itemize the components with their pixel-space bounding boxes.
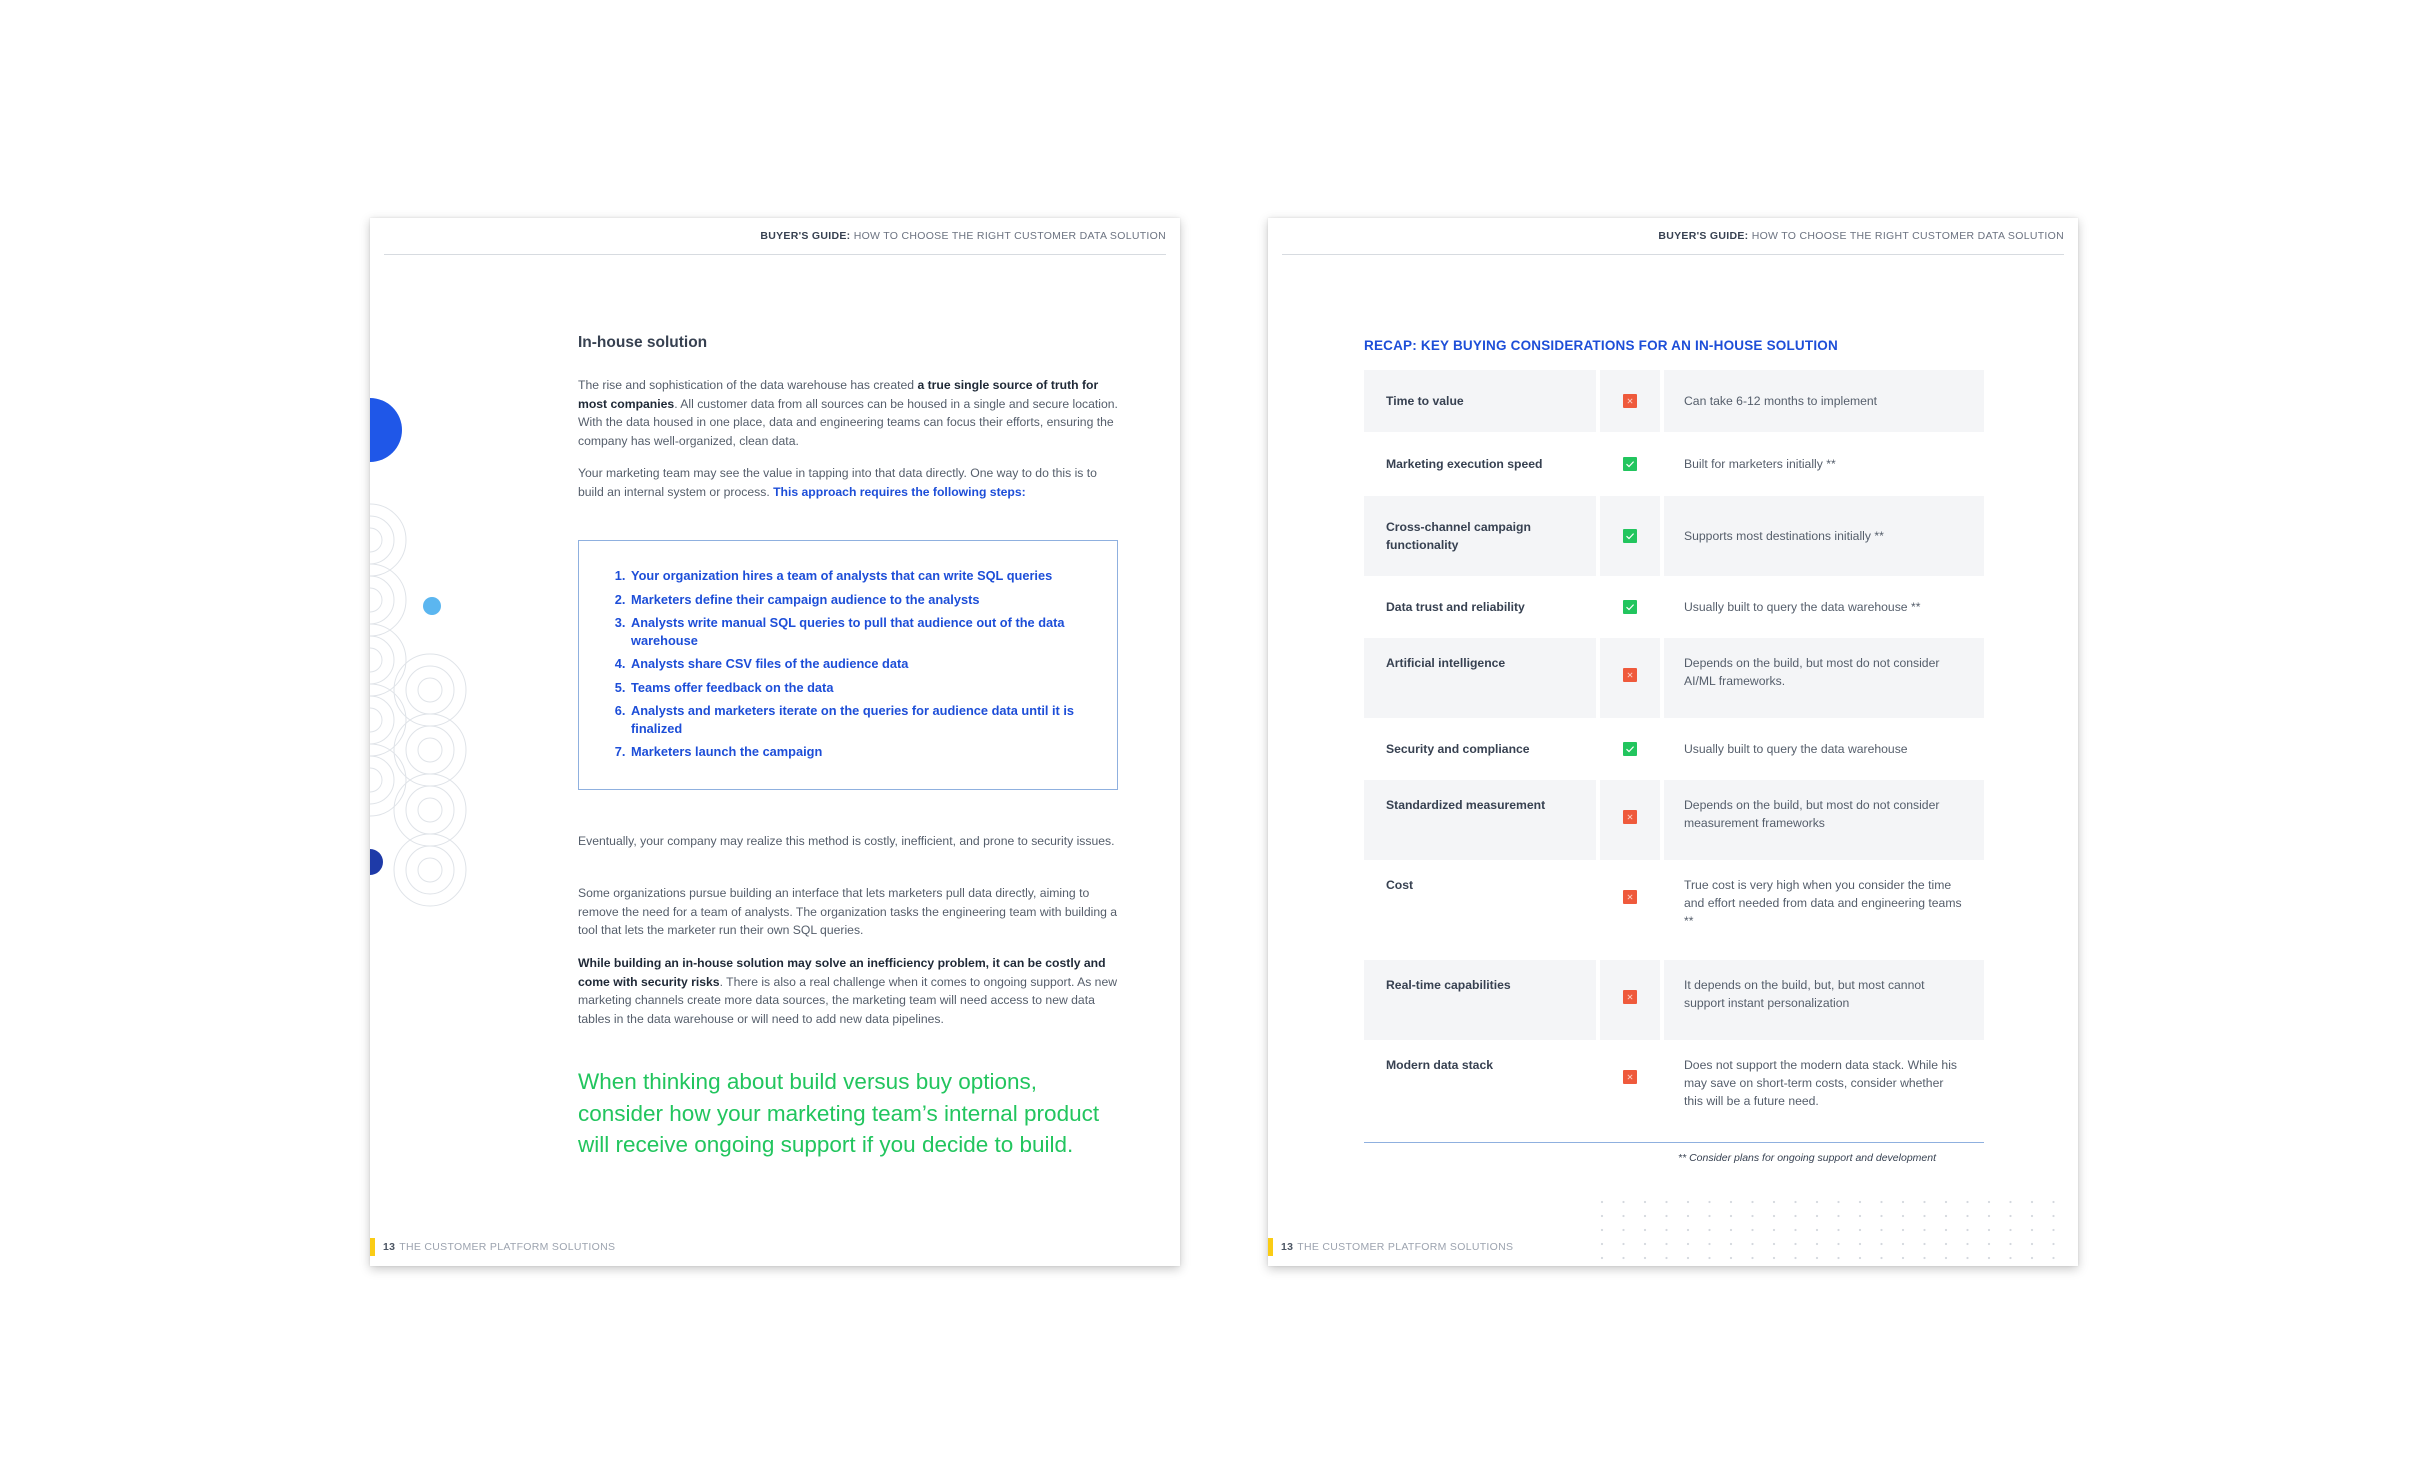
header-text: HOW TO CHOOSE THE RIGHT CUSTOMER DATA SOLUTION bbox=[853, 230, 1166, 242]
page-left bbox=[370, 218, 1180, 1266]
grid-dot bbox=[1773, 1243, 1775, 1245]
grid-dot bbox=[1794, 1257, 1796, 1259]
grid-dot bbox=[1601, 1201, 1603, 1203]
header-text: HOW TO CHOOSE THE RIGHT CUSTOMER DATA SOLUTION bbox=[1751, 230, 2064, 242]
grid-dot bbox=[1945, 1215, 1947, 1217]
grid-dot bbox=[1622, 1215, 1624, 1217]
row-label: Security and compliance bbox=[1386, 742, 1530, 756]
grid-dot bbox=[2009, 1243, 2011, 1245]
status-cell bbox=[1600, 496, 1660, 576]
grid-dot bbox=[2031, 1257, 2033, 1259]
row-label: Modern data stack bbox=[1386, 1058, 1494, 1072]
grid-dot bbox=[1966, 1215, 1968, 1217]
grid-dot bbox=[1730, 1229, 1732, 1231]
grid-dot bbox=[1816, 1201, 1818, 1203]
table-bottom-rule bbox=[1364, 1142, 1984, 1143]
light-blue-dot bbox=[423, 597, 441, 615]
row-label: Real-time capabilities bbox=[1386, 978, 1511, 992]
grid-dot bbox=[1945, 1201, 1947, 1203]
row-description: Usually built to query the data warehouse bbox=[1684, 742, 1908, 756]
grid-dot bbox=[1708, 1201, 1710, 1203]
footer-label: THE CUSTOMER PLATFORM SOLUTIONS bbox=[399, 1241, 616, 1253]
grid-dot bbox=[2052, 1215, 2054, 1217]
table-row bbox=[1364, 496, 1984, 576]
grid-dot bbox=[1837, 1257, 1839, 1259]
highlight-text: This approach requires the following steps: bbox=[773, 484, 1026, 499]
grid-dot bbox=[1880, 1229, 1882, 1231]
grid-dot bbox=[1644, 1257, 1646, 1259]
grid-dot bbox=[1923, 1201, 1925, 1203]
cross-icon bbox=[1623, 810, 1637, 824]
row-description: Built for marketers initially ** bbox=[1684, 457, 1836, 471]
grid-dot bbox=[1751, 1201, 1753, 1203]
row-label: Marketing execution speed bbox=[1386, 457, 1543, 471]
cross-icon bbox=[1623, 1070, 1637, 1084]
grid-dot bbox=[1687, 1229, 1689, 1231]
row-label: Cost bbox=[1386, 878, 1414, 892]
grid-dot bbox=[1988, 1243, 1990, 1245]
grid-dot bbox=[1730, 1201, 1732, 1203]
grid-dot bbox=[1708, 1229, 1710, 1231]
grid-dot bbox=[1837, 1243, 1839, 1245]
paragraph-risks bbox=[578, 954, 1126, 1028]
grid-dot bbox=[1988, 1215, 1990, 1217]
table-row bbox=[1364, 576, 1984, 638]
grid-dot bbox=[1837, 1201, 1839, 1203]
grid-dot bbox=[1945, 1243, 1947, 1245]
header-divider bbox=[384, 254, 1166, 255]
grid-dot bbox=[1773, 1229, 1775, 1231]
grid-dot bbox=[1708, 1257, 1710, 1259]
grid-dot bbox=[2031, 1201, 2033, 1203]
check-icon bbox=[1623, 457, 1637, 471]
text: The rise and sophistication of the data warehouse has created bbox=[578, 378, 918, 392]
header-divider bbox=[1282, 254, 2064, 255]
grid-dot bbox=[1687, 1257, 1689, 1259]
grid-dot bbox=[1945, 1257, 1947, 1259]
grid-dot bbox=[1601, 1215, 1603, 1217]
grid-dot bbox=[1708, 1215, 1710, 1217]
status-cell bbox=[1600, 960, 1660, 1040]
table-row bbox=[1364, 638, 1984, 718]
page-footer bbox=[1268, 1238, 1513, 1256]
grid-dot bbox=[1902, 1229, 1904, 1231]
grid-dot bbox=[1923, 1229, 1925, 1231]
grid-dot bbox=[1730, 1215, 1732, 1217]
grid-dot bbox=[1773, 1215, 1775, 1217]
blue-half-circle bbox=[370, 398, 402, 462]
table-row bbox=[1364, 960, 1984, 1040]
footer-accent-bar bbox=[370, 1238, 375, 1256]
grid-dot bbox=[1644, 1243, 1646, 1245]
row-description: Depends on the build, but most do not consider AI/ML frameworks. bbox=[1684, 656, 1940, 688]
grid-dot bbox=[1794, 1215, 1796, 1217]
grid-dot bbox=[1622, 1243, 1624, 1245]
grid-dot bbox=[1794, 1243, 1796, 1245]
row-label: Artificial intelligence bbox=[1386, 656, 1506, 670]
grid-dot bbox=[1923, 1257, 1925, 1259]
step-item: 6. Analysts and marketers iterate on the queries for audience data until it is finalized bbox=[629, 702, 1099, 737]
check-icon bbox=[1623, 600, 1637, 614]
grid-dot bbox=[1988, 1229, 1990, 1231]
grid-dot bbox=[1880, 1201, 1882, 1203]
considerations-table bbox=[1364, 370, 1984, 1136]
status-cell bbox=[1600, 1040, 1660, 1136]
grid-dot bbox=[2009, 1215, 2011, 1217]
grid-dot bbox=[1859, 1201, 1861, 1203]
grid-dot bbox=[1665, 1201, 1667, 1203]
grid-dot bbox=[2009, 1229, 2011, 1231]
decorative-circles bbox=[370, 218, 490, 1266]
text: . All customer data from all sources can be housed in a single and secure location. With the data housed in one place, data and engineering teams can focus their efforts, ensuring the company has well-organized, clean data. bbox=[578, 396, 1118, 448]
grid-dot bbox=[1816, 1215, 1818, 1217]
row-description: Can take 6-12 months to implement bbox=[1684, 394, 1878, 408]
grid-dot bbox=[1966, 1257, 1968, 1259]
emphasis-text: While building an in-house solution may solve an inefficiency problem, it can be costly and come with security risks bbox=[578, 956, 1106, 989]
grid-dot bbox=[1902, 1243, 1904, 1245]
paragraph-interface: Some organizations pursue building an interface that lets marketers pull data directly, aiming to remove the need for a team of analysts. The organization tasks the engineering team with building a tool that lets the marketer run their own SQL queries. bbox=[578, 886, 1118, 938]
grid-dot bbox=[1902, 1201, 1904, 1203]
grid-dot bbox=[1880, 1215, 1882, 1217]
row-description: It depends on the build, but, but most cannot support instant personalization bbox=[1684, 978, 1925, 1010]
status-cell bbox=[1600, 370, 1660, 432]
paragraph-eventually: Eventually, your company may realize this method is costly, inefficient, and prone to security issues. bbox=[578, 834, 1115, 848]
grid-dot bbox=[1837, 1229, 1839, 1231]
table-row bbox=[1364, 860, 1984, 960]
grid-dot bbox=[1644, 1229, 1646, 1231]
grid-dot bbox=[1773, 1257, 1775, 1259]
grid-dot bbox=[1816, 1257, 1818, 1259]
grid-dot bbox=[1945, 1229, 1947, 1231]
grid-dot bbox=[1622, 1229, 1624, 1231]
grid-dot bbox=[1622, 1201, 1624, 1203]
text: . There is also a real challenge when it comes to ongoing support. As new marketing channels create more data sources, the marketing team will need access to new data tables in the data warehouse or will need to add new data pipelines. bbox=[578, 974, 1118, 1026]
grid-dot bbox=[1859, 1215, 1861, 1217]
status-cell bbox=[1600, 576, 1660, 638]
grid-dot bbox=[1859, 1257, 1861, 1259]
grid-dot bbox=[1751, 1257, 1753, 1259]
grid-dot bbox=[1880, 1243, 1882, 1245]
header-bold: BUYER'S GUIDE: bbox=[760, 230, 851, 242]
cross-icon bbox=[1623, 890, 1637, 904]
concentric-rings bbox=[370, 504, 466, 906]
dot-grid-decoration bbox=[1598, 1198, 2068, 1264]
header-bold: BUYER'S GUIDE: bbox=[1658, 230, 1749, 242]
grid-dot bbox=[1665, 1243, 1667, 1245]
row-description: Usually built to query the data warehouse ** bbox=[1684, 600, 1921, 614]
page-right bbox=[1268, 218, 2078, 1266]
footer-label: THE CUSTOMER PLATFORM SOLUTIONS bbox=[1297, 1241, 1514, 1253]
table-row bbox=[1364, 370, 1984, 432]
cross-icon bbox=[1623, 394, 1637, 408]
grid-dot bbox=[1923, 1215, 1925, 1217]
step-item: 3. Analysts write manual SQL queries to pull that audience out of the data warehouse bbox=[629, 614, 1099, 649]
grid-dot bbox=[1859, 1243, 1861, 1245]
grid-dot bbox=[1794, 1229, 1796, 1231]
status-cell bbox=[1600, 780, 1660, 860]
grid-dot bbox=[1601, 1243, 1603, 1245]
step-item: 1. Your organization hires a team of analysts that can write SQL queries bbox=[629, 567, 1099, 585]
paragraph-approach bbox=[578, 464, 1126, 501]
grid-dot bbox=[1665, 1229, 1667, 1231]
page-number: 13 bbox=[1281, 1241, 1294, 1253]
grid-dot bbox=[2009, 1257, 2011, 1259]
grid-dot bbox=[1751, 1215, 1753, 1217]
grid-dot bbox=[1665, 1215, 1667, 1217]
text: Your marketing team may see the value in tapping into that data directly. One way to do this is to build an internal system or process. bbox=[578, 466, 1097, 499]
grid-dot bbox=[1966, 1201, 1968, 1203]
cross-icon bbox=[1623, 668, 1637, 682]
check-icon bbox=[1623, 742, 1637, 756]
footer-accent-bar bbox=[1268, 1238, 1273, 1256]
grid-dot bbox=[2052, 1243, 2054, 1245]
steps-box bbox=[578, 540, 1118, 790]
grid-dot bbox=[1644, 1215, 1646, 1217]
table-row bbox=[1364, 1040, 1984, 1136]
grid-dot bbox=[1794, 1201, 1796, 1203]
grid-dot bbox=[2052, 1257, 2054, 1259]
grid-dot bbox=[1601, 1257, 1603, 1259]
emphasis-text: a true single source of truth for most companies bbox=[578, 378, 1099, 411]
grid-dot bbox=[1816, 1229, 1818, 1231]
page-number: 13 bbox=[383, 1241, 396, 1253]
check-icon bbox=[1623, 529, 1637, 543]
step-item: 5. Teams offer feedback on the data bbox=[629, 679, 1099, 697]
grid-dot bbox=[1773, 1201, 1775, 1203]
grid-dot bbox=[1988, 1201, 1990, 1203]
grid-dot bbox=[1966, 1243, 1968, 1245]
recap-title: RECAP: KEY BUYING CONSIDERATIONS FOR AN IN-HOUSE SOLUTION bbox=[1364, 338, 1838, 353]
step-item: 4. Analysts share CSV files of the audience data bbox=[629, 655, 1099, 673]
grid-dot bbox=[1816, 1243, 1818, 1245]
grid-dot bbox=[1665, 1257, 1667, 1259]
grid-dot bbox=[1687, 1201, 1689, 1203]
grid-dot bbox=[1601, 1229, 1603, 1231]
row-label: Time to value bbox=[1386, 394, 1464, 408]
status-cell bbox=[1600, 718, 1660, 780]
table-row bbox=[1364, 432, 1984, 496]
grid-dot bbox=[1730, 1243, 1732, 1245]
running-header bbox=[760, 230, 1166, 242]
navy-half-circle bbox=[370, 849, 383, 875]
table-row bbox=[1364, 780, 1984, 860]
grid-dot bbox=[2031, 1229, 2033, 1231]
grid-dot bbox=[1923, 1243, 1925, 1245]
table-footnote: ** Consider plans for ongoing support and development bbox=[1678, 1152, 1937, 1164]
grid-dot bbox=[1730, 1257, 1732, 1259]
row-description: True cost is very high when you consider the time and effort needed from data and engineering teams ** bbox=[1684, 878, 1962, 928]
grid-dot bbox=[1988, 1257, 1990, 1259]
grid-dot bbox=[1751, 1243, 1753, 1245]
row-description: Does not support the modern data stack. While his may save on short-term costs, consider whether this will be a future need. bbox=[1684, 1058, 1958, 1108]
status-cell bbox=[1600, 432, 1660, 496]
grid-dot bbox=[2031, 1215, 2033, 1217]
status-cell bbox=[1600, 860, 1660, 960]
grid-dot bbox=[1622, 1257, 1624, 1259]
table-row bbox=[1364, 718, 1984, 780]
section-title: In-house solution bbox=[578, 334, 708, 351]
cross-icon bbox=[1623, 990, 1637, 1004]
status-cell bbox=[1600, 638, 1660, 718]
grid-dot bbox=[1880, 1257, 1882, 1259]
row-label: Standardized measurement bbox=[1386, 798, 1546, 812]
grid-dot bbox=[2009, 1201, 2011, 1203]
grid-dot bbox=[1837, 1215, 1839, 1217]
step-item: 2. Marketers define their campaign audience to the analysts bbox=[629, 591, 1099, 609]
pull-quote: When thinking about build versus buy options, consider how your marketing team’s internal product will receive ongoing support if you decide to build. bbox=[578, 1069, 1100, 1157]
grid-dot bbox=[1708, 1243, 1710, 1245]
row-description: Depends on the build, but most do not consider measurement frameworks bbox=[1684, 798, 1940, 830]
grid-dot bbox=[1966, 1229, 1968, 1231]
running-header bbox=[1658, 230, 2064, 242]
step-item: 7. Marketers launch the campaign bbox=[629, 743, 1099, 761]
grid-dot bbox=[1687, 1243, 1689, 1245]
row-description: Supports most destinations initially ** bbox=[1684, 529, 1884, 543]
grid-dot bbox=[2052, 1201, 2054, 1203]
grid-dot bbox=[2052, 1229, 2054, 1231]
grid-dot bbox=[2031, 1243, 2033, 1245]
row-label: Cross-channel campaign functionality bbox=[1386, 520, 1531, 552]
grid-dot bbox=[1859, 1229, 1861, 1231]
grid-dot bbox=[1902, 1257, 1904, 1259]
grid-dot bbox=[1902, 1215, 1904, 1217]
grid-dot bbox=[1751, 1229, 1753, 1231]
page-footer bbox=[370, 1238, 615, 1256]
paragraph-intro bbox=[578, 376, 1126, 450]
grid-dot bbox=[1644, 1201, 1646, 1203]
row-label: Data trust and reliability bbox=[1386, 600, 1525, 614]
steps-list bbox=[579, 567, 1099, 767]
grid-dot bbox=[1687, 1215, 1689, 1217]
